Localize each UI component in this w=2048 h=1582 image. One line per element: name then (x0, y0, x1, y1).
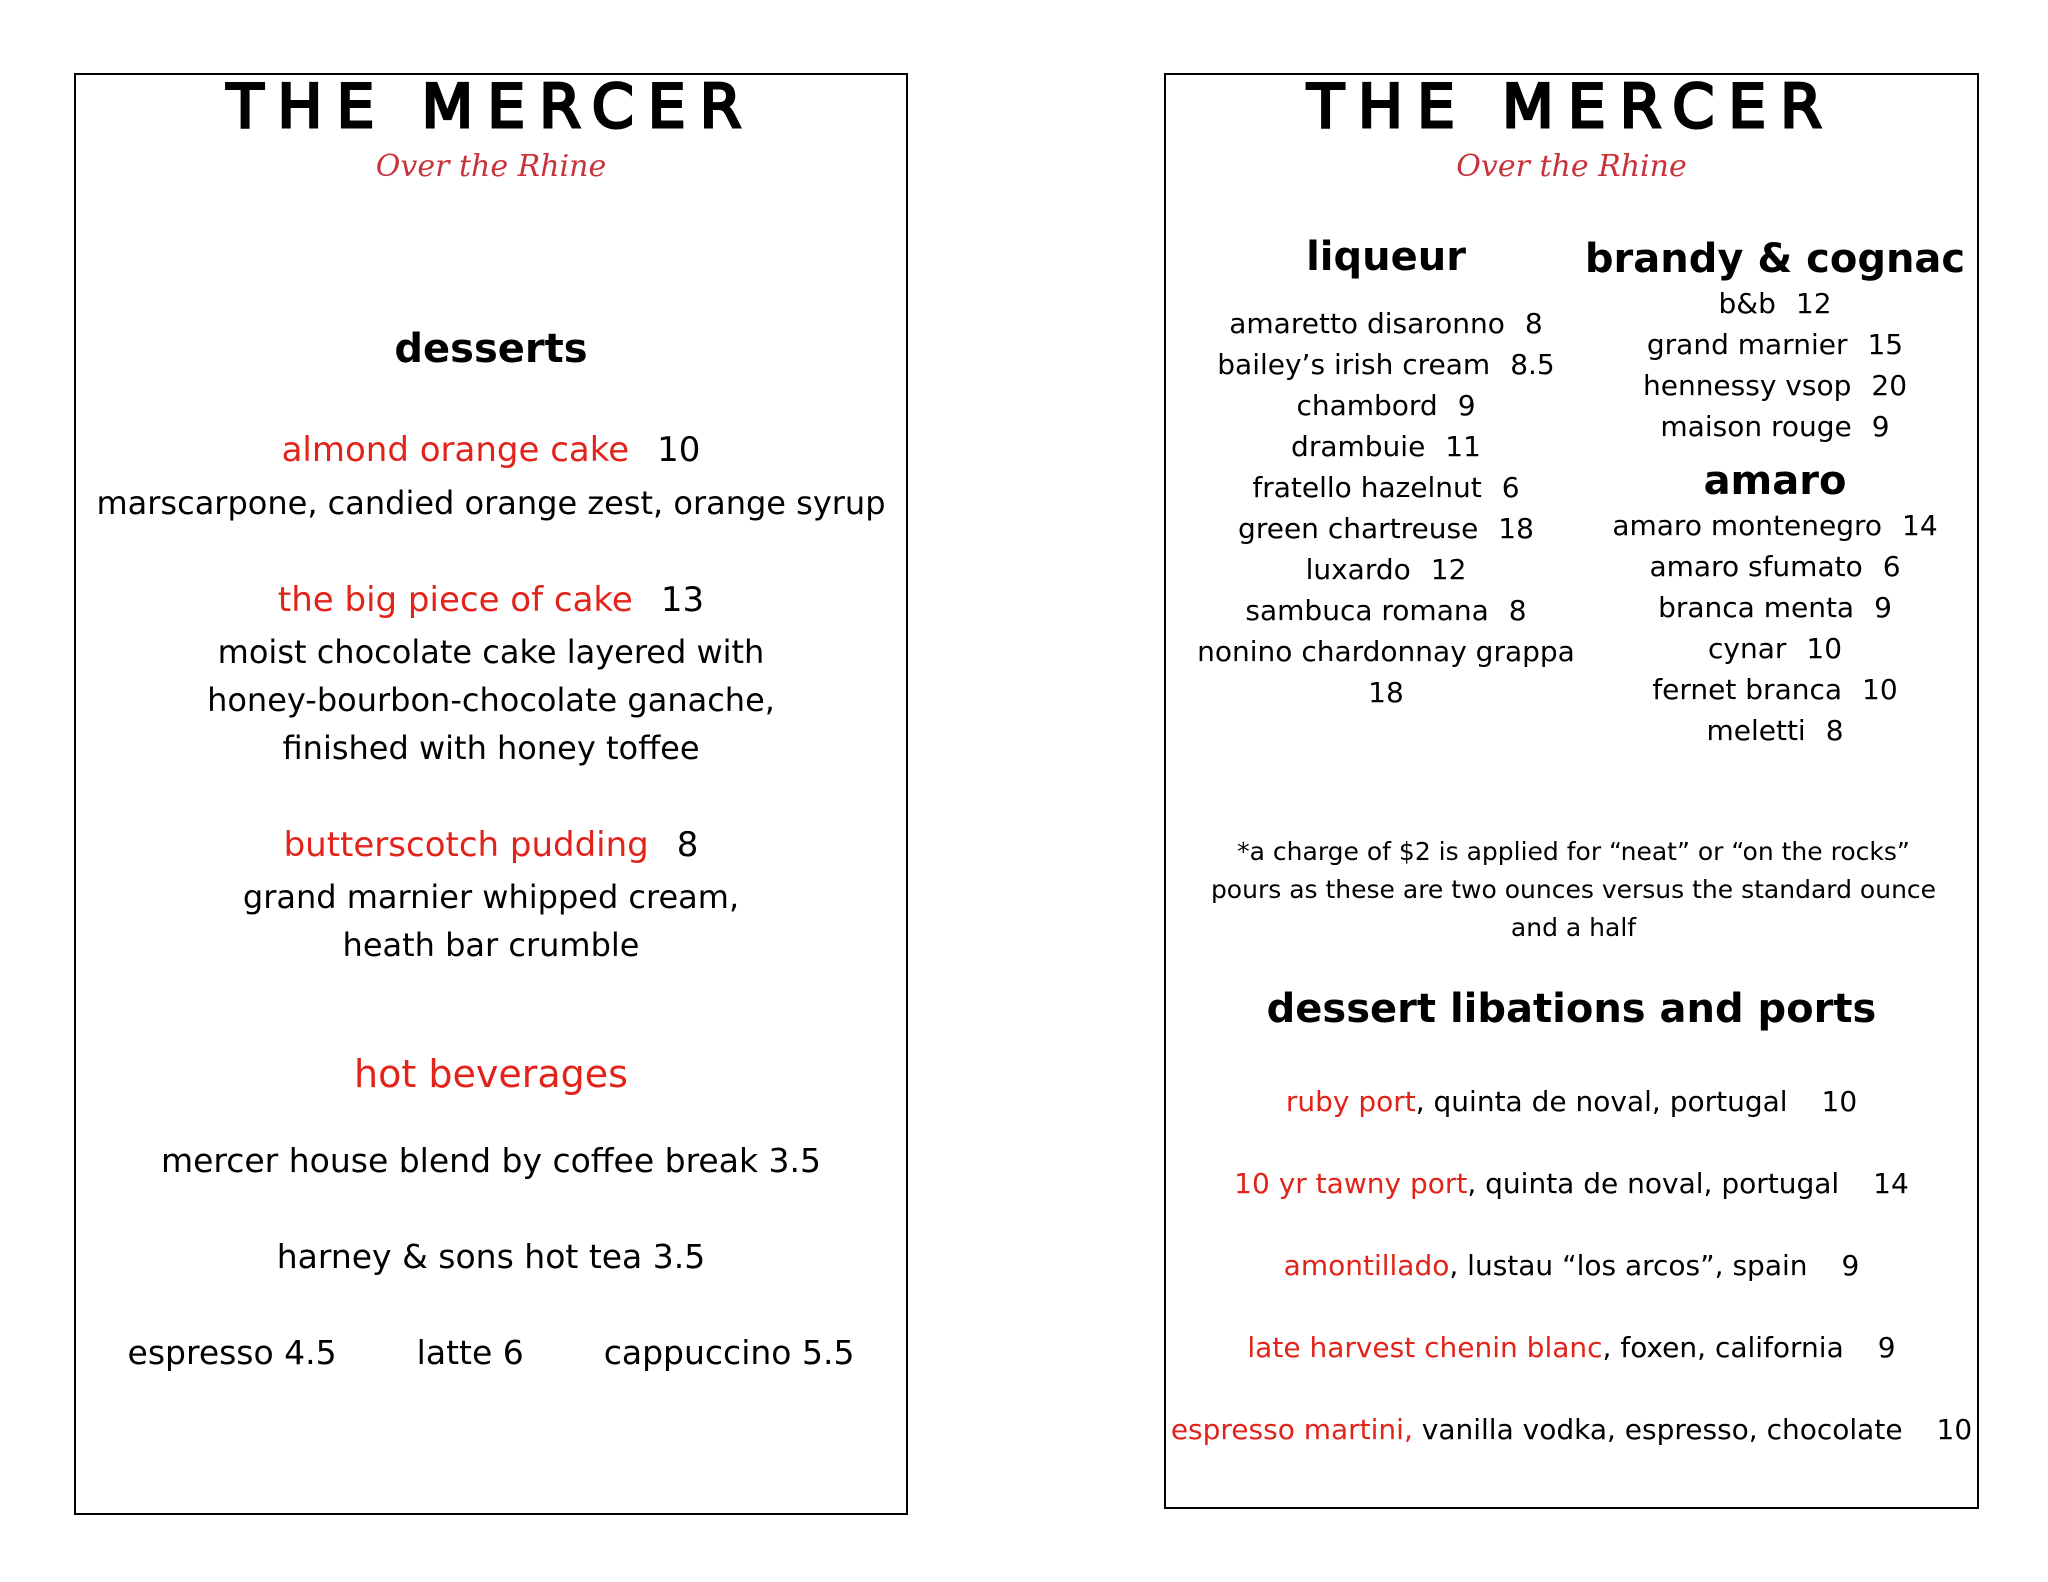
list-item: amaretto disaronno 8 (1229, 307, 1543, 340)
dessert-description (76, 479, 906, 527)
liqueur-list (1186, 303, 1586, 713)
brand-tagline: Over the Rhine (375, 149, 607, 184)
pour-charge-note (1186, 833, 1961, 947)
dessert-menu-page (74, 73, 908, 1515)
amaro-list (1576, 505, 1974, 751)
description-line: grand marnier whipped cream, (242, 878, 740, 916)
dessert-item-butterscotch-pudding (76, 825, 906, 866)
dessert-price: 8 (676, 825, 699, 865)
dessert-description (76, 873, 906, 969)
description-line: moist chocolate cake layered with (217, 633, 765, 671)
list-item: fernet branca 10 (1652, 673, 1898, 706)
list-item: nonino chardonnay grappa 18 (1197, 635, 1575, 709)
dessert-item-almond-orange-cake (76, 430, 906, 471)
list-item: amaro sfumato 6 (1649, 550, 1901, 583)
beverage-cappuccino: cappuccino 5.5 (603, 1333, 855, 1372)
liqueur-heading: liqueur (1306, 234, 1466, 280)
list-item: maison rouge 9 (1660, 410, 1890, 443)
libations-heading: dessert libations and ports (1266, 986, 1877, 1032)
description-line: marscarpone, candied orange zest, orange syrup (96, 484, 886, 522)
beverage-house-blend: mercer house blend by coffee break 3.5 (160, 1141, 822, 1180)
liqueur-column (1186, 233, 1586, 713)
dessert-item-big-piece-of-cake (76, 580, 906, 621)
list-item: b&b 12 (1718, 287, 1832, 320)
list-item: grand marnier 15 (1646, 328, 1904, 361)
dessert-name: the big piece of cake (277, 580, 633, 620)
list-item: chambord 9 (1296, 389, 1476, 422)
beverage-latte: latte 6 (416, 1333, 524, 1372)
description-line: honey-bourbon-chocolate ganache, (207, 681, 775, 719)
list-item: fratello hazelnut 6 (1252, 471, 1520, 504)
list-item: branca menta 9 (1658, 591, 1892, 624)
note-line: and a half (1510, 913, 1637, 942)
drinks-menu-page (1164, 73, 1979, 1509)
note-line: *a charge of $2 is applied for “neat” or “on the rocks” (1237, 837, 1910, 866)
note-line: pours as these are two ounces versus the standard ounce (1210, 875, 1937, 904)
list-item: amaro montenegro 14 (1612, 509, 1938, 542)
list-item: drambuie 11 (1291, 430, 1481, 463)
dessert-name: almond orange cake (281, 430, 630, 470)
desserts-heading: desserts (394, 326, 588, 372)
libation-item-ruby-port: ruby port, quinta de noval, portugal 10 (1285, 1085, 1858, 1118)
beverage-espresso: espresso 4.5 (127, 1333, 337, 1372)
list-item: luxardo 12 (1305, 553, 1467, 586)
amaro-heading: amaro (1703, 458, 1847, 504)
libation-item-tawny-port: 10 yr tawny port, quinta de noval, portugal 14 (1234, 1167, 1909, 1200)
brandy-list (1576, 283, 1974, 447)
list-item: green chartreuse 18 (1238, 512, 1534, 545)
brand-title: THE MERCER (1307, 72, 1836, 142)
brandy-amaro-column (1576, 235, 1974, 751)
list-item: sambuca romana 8 (1245, 594, 1527, 627)
espresso-row (76, 1333, 906, 1372)
dessert-price: 10 (657, 430, 701, 470)
description-line: finished with honey toffee (282, 729, 700, 767)
dessert-price: 13 (660, 580, 705, 620)
list-item: bailey’s irish cream 8.5 (1217, 348, 1555, 381)
brandy-cognac-heading: brandy & cognac (1584, 236, 1966, 282)
hot-beverages-heading: hot beverages (354, 1052, 628, 1096)
list-item: meletti 8 (1706, 714, 1844, 747)
beverage-hot-tea: harney & sons hot tea 3.5 (276, 1237, 706, 1276)
libation-item-amontillado: amontillado, lustau “los arcos”, spain 9 (1283, 1249, 1860, 1282)
libation-item-espresso-martini: espresso martini, vanilla vodka, espresso, chocolate 10 (1170, 1413, 1973, 1446)
dessert-name: butterscotch pudding (283, 825, 649, 865)
dessert-description (76, 628, 906, 772)
description-line: heath bar crumble (342, 926, 640, 964)
list-item: hennessy vsop 20 (1642, 369, 1908, 402)
brand-tagline: Over the Rhine (1456, 149, 1687, 184)
libation-item-chenin-blanc: late harvest chenin blanc, foxen, california 9 (1247, 1331, 1896, 1364)
list-item: cynar 10 (1707, 632, 1843, 665)
brand-title: THE MERCER (226, 72, 756, 142)
